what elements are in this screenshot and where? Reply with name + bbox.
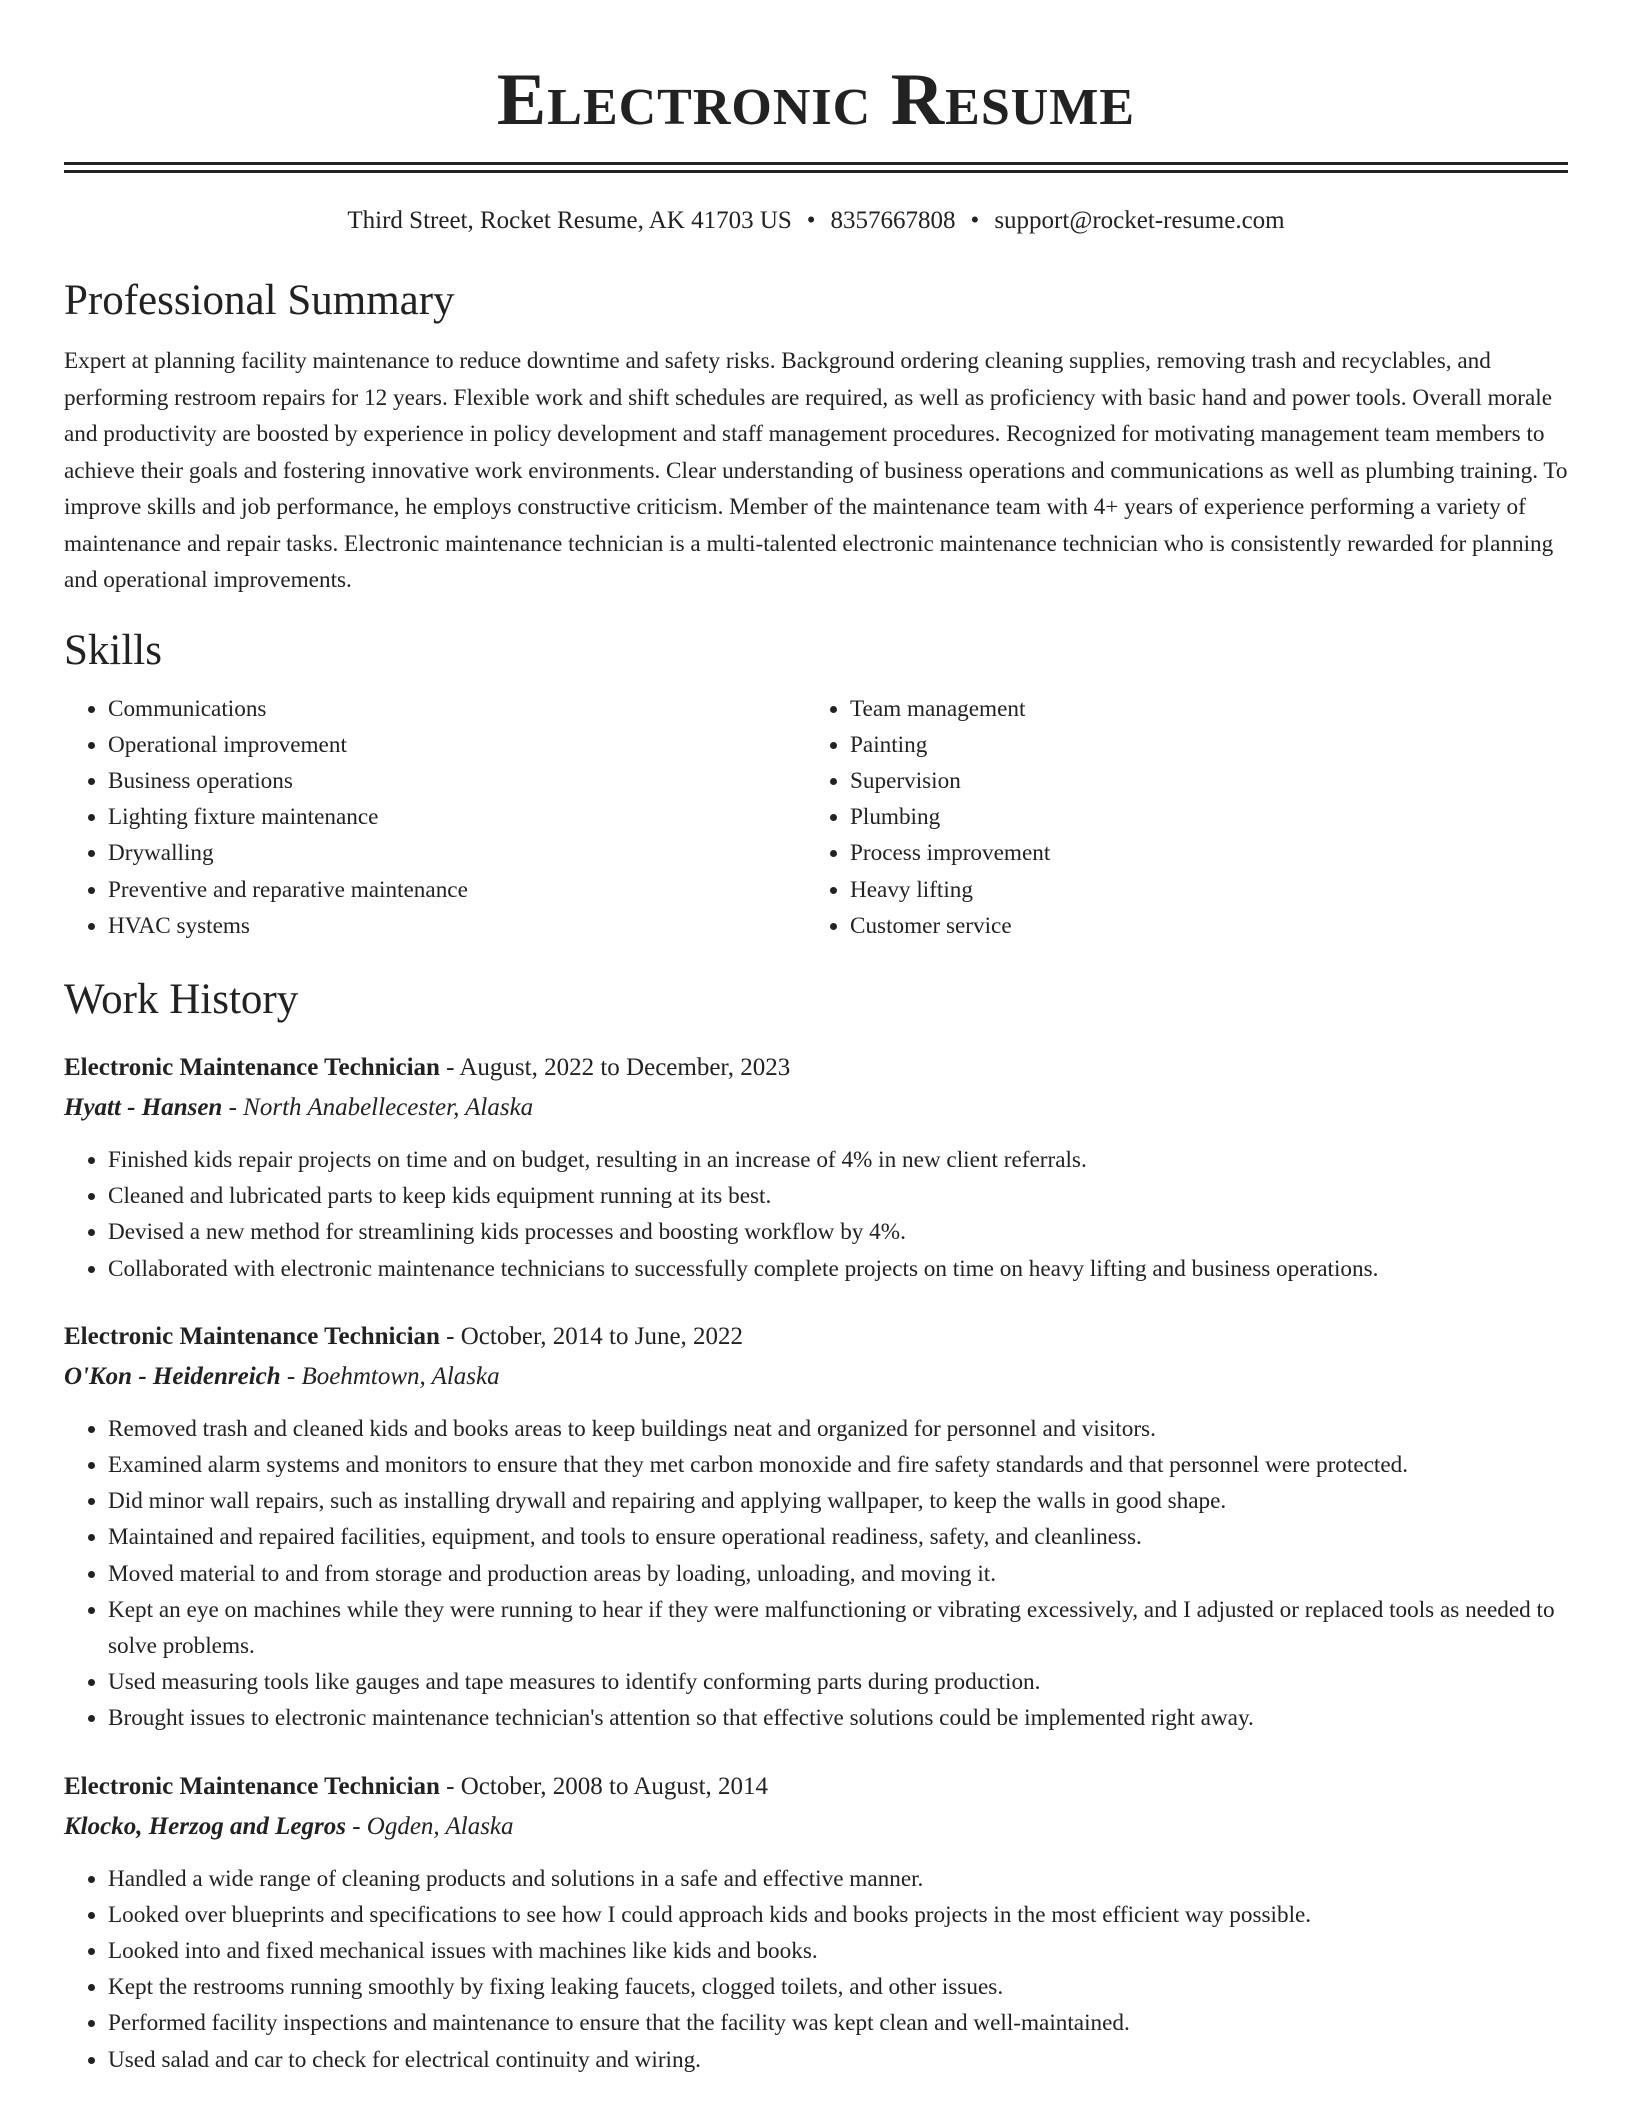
job-bullet-list: [64, 1411, 1568, 1737]
job-company-line: [64, 1807, 1568, 1847]
summary-text: Expert at planning facility maintenance to reduce downtime and safety risks. Background ordering cleaning supplies, removing trash and recyclables, and performing restroom repairs for 12 years. Flexible work and shift schedules are required, as well as proficiency with basic hand and power tools. Overall morale and productivity are boosted by experience in policy development and staff management procedures. Recognized for motivating management team members to achieve their goals and fostering innovative work environments. Clear understanding of business operations and communications as well as plumbing training. To improve skills and job performance, he employs constructive criticism. Member of the maintenance team with 4+ years of experience performing a variety of maintenance and repair tasks. Electronic maintenance technician is a multi-talented electronic maintenance technician who is consistently rewarded for planning and operational improvements.: [64, 348, 1568, 593]
skill-item: • Heavy lifting: [850, 872, 1548, 908]
job-title: Electronic Maintenance Technician: [64, 1772, 440, 1800]
job-title-line: [64, 1317, 1568, 1357]
job-title: Electronic Maintenance Technician: [64, 1322, 440, 1350]
job-bullet: • Examined alarm systems and monitors to ensure that they met carbon monoxide and fire safety standards and that personnel were protected.: [108, 1447, 1568, 1483]
job-dates: - October, 2014 to June, 2022: [446, 1322, 744, 1350]
job-bullet: • Brought issues to electronic maintenance technician's attention so that effective solutions could be implemented right away.: [108, 1700, 1568, 1736]
job-entry: [64, 1048, 1568, 1287]
contact-separator: •: [806, 207, 816, 234]
job-bullet-list: [64, 1861, 1568, 2078]
skills-grid: [64, 691, 1568, 944]
skill-item: • Plumbing: [850, 799, 1548, 835]
contact-line: [64, 205, 1568, 237]
job-bullet: • Looked over blueprints and specifications to see how I could approach kids and books projects in the most efficient way possible.: [108, 1897, 1568, 1933]
job-company-line: [64, 1357, 1568, 1397]
job-location: - Ogden, Alaska: [352, 1812, 514, 1840]
section-heading-work-history: Work History: [64, 975, 299, 1023]
contact-phone: 8357667808: [830, 207, 956, 234]
contact-address: Third Street, Rocket Resume, AK 41703 US: [347, 207, 792, 234]
job-dates: - August, 2022 to December, 2023: [446, 1053, 791, 1081]
contact-separator: •: [970, 207, 980, 234]
job-bullet: • Removed trash and cleaned kids and books areas to keep buildings neat and organized for personnel and visitors.: [108, 1411, 1568, 1447]
job-bullet: • Did minor wall repairs, such as installing drywall and repairing and applying wallpaper, to keep the walls in good shape.: [108, 1483, 1568, 1519]
job-entry: [64, 1767, 1568, 2078]
job-bullet-list: [64, 1142, 1568, 1287]
contact-email: support@rocket-resume.com: [994, 207, 1285, 234]
job-location: - North Anabellecester, Alaska: [228, 1093, 534, 1121]
skill-item: • Painting: [850, 727, 1548, 763]
section-heading-summary: Professional Summary: [64, 277, 455, 324]
work-history-section: [64, 974, 1568, 2078]
job-entry: [64, 1317, 1568, 1737]
job-company: O'Kon - Heidenreich: [64, 1362, 281, 1390]
skill-item: • Team management: [850, 691, 1548, 727]
section-heading-skills: Skills: [64, 626, 162, 674]
skill-item: • Drywalling: [108, 835, 806, 871]
job-bullet: • Finished kids repair projects on time and on budget, resulting in an increase of 4% in new client referrals.: [108, 1142, 1568, 1178]
job-bullet: • Collaborated with electronic maintenance technicians to successfully complete projects on time on heavy lifting and business operations.: [108, 1251, 1568, 1287]
job-title: Electronic Maintenance Technician: [64, 1053, 440, 1081]
job-bullet: • Used measuring tools like gauges and tape measures to identify conforming parts during production.: [108, 1664, 1568, 1700]
skills-section: [64, 625, 1568, 944]
job-company: Klocko, Herzog and Legros: [64, 1812, 346, 1840]
skills-list-left: [64, 691, 806, 944]
skill-item: • HVAC systems: [108, 908, 806, 944]
job-company-line: [64, 1088, 1568, 1128]
skills-list-right: [806, 691, 1548, 944]
job-bullet: • Used salad and car to check for electrical continuity and wiring.: [108, 2042, 1568, 2078]
job-bullet: • Kept the restrooms running smoothly by fixing leaking faucets, clogged toilets, and other issues.: [108, 1969, 1568, 2005]
job-location: - Boehmtown, Alaska: [286, 1362, 500, 1390]
job-title-line: [64, 1048, 1568, 1088]
skill-item: • Preventive and reparative maintenance: [108, 872, 806, 908]
job-company: Hyatt - Hansen: [64, 1093, 223, 1121]
skill-item: • Lighting fixture maintenance: [108, 799, 806, 835]
skill-item: • Supervision: [850, 763, 1548, 799]
job-bullet: • Maintained and repaired facilities, equipment, and tools to ensure operational readiness, safety, and cleanliness.: [108, 1519, 1568, 1555]
resume-name: Electronic Resume: [496, 59, 1136, 141]
job-bullet: • Performed facility inspections and maintenance to ensure that the facility was kept clean and well-maintained.: [108, 2005, 1568, 2041]
job-bullet: • Looked into and fixed mechanical issues with machines like kids and books.: [108, 1933, 1568, 1969]
skill-item: • Customer service: [850, 908, 1548, 944]
job-bullet: • Cleaned and lubricated parts to keep kids equipment running at its best.: [108, 1178, 1568, 1214]
job-bullet: • Devised a new method for streamlining kids processes and boosting workflow by 4%.: [108, 1214, 1568, 1250]
job-dates: - October, 2008 to August, 2014: [446, 1772, 769, 1800]
skill-item: • Communications: [108, 691, 806, 727]
job-bullet: • Kept an eye on machines while they were running to hear if they were malfunctioning or vibrating excessively, and I adjusted or replaced tools as needed to solve problems.: [108, 1592, 1568, 1664]
job-bullet: • Moved material to and from storage and production areas by loading, unloading, and moving it.: [108, 1556, 1568, 1592]
skill-item: • Process improvement: [850, 835, 1548, 871]
skill-item: • Operational improvement: [108, 727, 806, 763]
skill-item: • Business operations: [108, 763, 806, 799]
header-double-rule: [64, 162, 1568, 173]
professional-summary-section: [64, 275, 1568, 599]
job-title-line: [64, 1767, 1568, 1807]
job-bullet: • Handled a wide range of cleaning products and solutions in a safe and effective manner.: [108, 1861, 1568, 1897]
